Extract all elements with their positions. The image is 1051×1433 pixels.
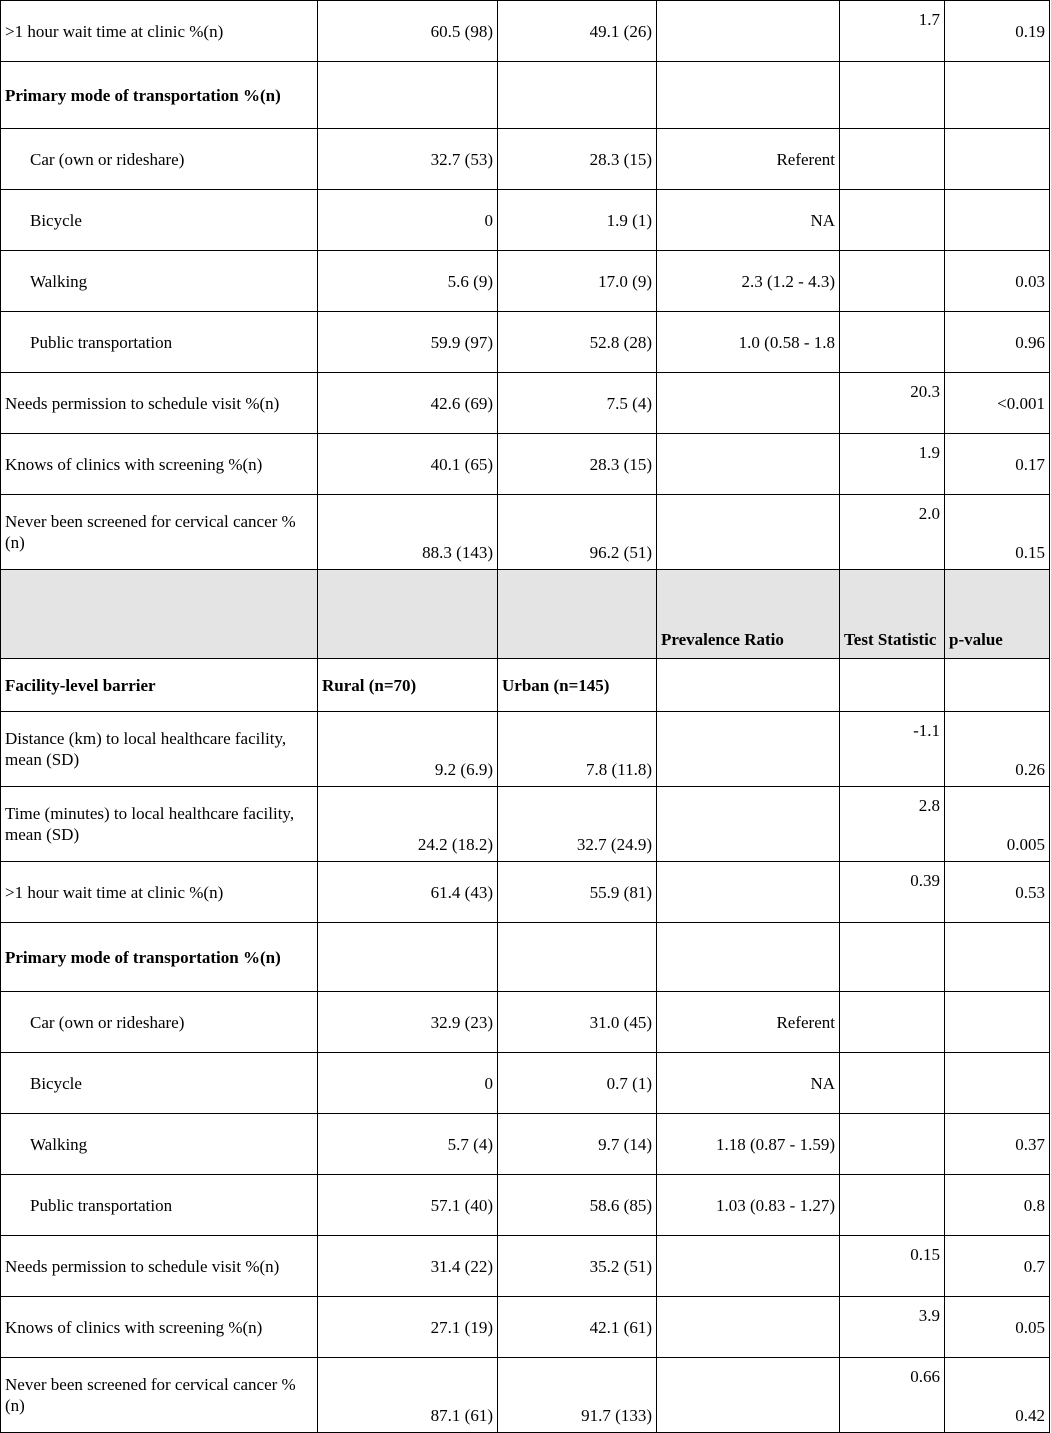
urban-value: 49.1 (26) <box>498 1 657 62</box>
test-statistic-value <box>840 659 945 712</box>
rural-value: 31.4 (22) <box>318 1236 498 1297</box>
row-label: Knows of clinics with screening %(n) <box>1 1297 318 1358</box>
p-value: 0.26 <box>945 712 1050 787</box>
test-statistic-value: 0.15 <box>840 1236 945 1297</box>
row-label: Bicycle <box>1 190 318 251</box>
table-row <box>1 1114 1050 1175</box>
p-value <box>945 1053 1050 1114</box>
prevalence-ratio-value: Referent <box>657 129 840 190</box>
prevalence-ratio-value <box>657 1297 840 1358</box>
urban-value: 32.7 (24.9) <box>498 787 657 862</box>
rural-value: 32.7 (53) <box>318 129 498 190</box>
p-value <box>945 923 1050 992</box>
urban-value: 55.9 (81) <box>498 862 657 923</box>
table-row <box>1 434 1050 495</box>
table-row <box>1 1053 1050 1114</box>
rural-value: 9.2 (6.9) <box>318 712 498 787</box>
urban-value: 42.1 (61) <box>498 1297 657 1358</box>
row-label: Needs permission to schedule visit %(n) <box>1 373 318 434</box>
prevalence-ratio-value <box>657 862 840 923</box>
urban-value: 7.5 (4) <box>498 373 657 434</box>
column-header-row <box>1 570 1050 659</box>
p-value: 0.96 <box>945 312 1050 373</box>
prevalence-ratio-value <box>657 62 840 129</box>
rural-value <box>318 923 498 992</box>
test-statistic-value <box>840 1175 945 1236</box>
section-title-row <box>1 659 1050 712</box>
prevalence-ratio-value <box>657 787 840 862</box>
rural-value: 32.9 (23) <box>318 992 498 1053</box>
urban-value: 52.8 (28) <box>498 312 657 373</box>
table-row <box>1 1175 1050 1236</box>
p-value: 0.7 <box>945 1236 1050 1297</box>
p-value: 0.05 <box>945 1297 1050 1358</box>
prevalence-ratio-value: Referent <box>657 992 840 1053</box>
prevalence-ratio-value <box>657 373 840 434</box>
table-row <box>1 129 1050 190</box>
test-statistic-value: 2.0 <box>840 495 945 570</box>
row-label: Car (own or rideshare) <box>1 129 318 190</box>
test-statistic-value <box>840 190 945 251</box>
rural-value: 0 <box>318 190 498 251</box>
row-label: Primary mode of transportation %(n) <box>1 62 318 129</box>
prevalence-ratio-value <box>657 495 840 570</box>
rural-value: 88.3 (143) <box>318 495 498 570</box>
urban-value: 28.3 (15) <box>498 434 657 495</box>
table-row <box>1 923 1050 992</box>
test-statistic-value <box>840 129 945 190</box>
row-label: Never been screened for cervical cancer %(n) <box>1 1358 318 1433</box>
table-row <box>1 312 1050 373</box>
prevalence-ratio-value <box>657 1236 840 1297</box>
test-statistic-value: 20.3 <box>840 373 945 434</box>
row-label: Public transportation <box>1 1175 318 1236</box>
test-statistic-value <box>840 992 945 1053</box>
urban-value: 17.0 (9) <box>498 251 657 312</box>
header-empty-urban <box>498 570 657 659</box>
p-value: 0.03 <box>945 251 1050 312</box>
urban-value: 96.2 (51) <box>498 495 657 570</box>
table-row <box>1 190 1050 251</box>
test-statistic-value: 0.66 <box>840 1358 945 1433</box>
urban-value: 7.8 (11.8) <box>498 712 657 787</box>
header-empty-label <box>1 570 318 659</box>
table-row <box>1 1358 1050 1433</box>
prevalence-ratio-value: 1.03 (0.83 - 1.27) <box>657 1175 840 1236</box>
prevalence-ratio-value <box>657 712 840 787</box>
urban-value <box>498 923 657 992</box>
test-statistic-value: 2.8 <box>840 787 945 862</box>
table-row <box>1 862 1050 923</box>
row-label: Needs permission to schedule visit %(n) <box>1 1236 318 1297</box>
test-statistic-value <box>840 251 945 312</box>
rural-value: 27.1 (19) <box>318 1297 498 1358</box>
p-value: 0.15 <box>945 495 1050 570</box>
p-value <box>945 62 1050 129</box>
header-test-statistic: Test Statistic <box>840 570 945 659</box>
row-label: Distance (km) to local healthcare facility, mean (SD) <box>1 712 318 787</box>
test-statistic-value: -1.1 <box>840 712 945 787</box>
test-statistic-value: 1.9 <box>840 434 945 495</box>
urban-value <box>498 62 657 129</box>
rural-value: 59.9 (97) <box>318 312 498 373</box>
p-value: 0.8 <box>945 1175 1050 1236</box>
p-value: 0.42 <box>945 1358 1050 1433</box>
header-prevalence-ratio: Prevalence Ratio <box>657 570 840 659</box>
table-row <box>1 787 1050 862</box>
prevalence-ratio-value <box>657 659 840 712</box>
row-label: Time (minutes) to local healthcare facility, mean (SD) <box>1 787 318 862</box>
prevalence-ratio-value: NA <box>657 1053 840 1114</box>
test-statistic-value <box>840 1114 945 1175</box>
p-value <box>945 190 1050 251</box>
p-value: 0.19 <box>945 1 1050 62</box>
p-value: 0.005 <box>945 787 1050 862</box>
table-row <box>1 1236 1050 1297</box>
prevalence-ratio-value <box>657 923 840 992</box>
rural-value: 42.6 (69) <box>318 373 498 434</box>
prevalence-ratio-value: NA <box>657 190 840 251</box>
prevalence-ratio-value <box>657 1 840 62</box>
p-value <box>945 129 1050 190</box>
p-value: <0.001 <box>945 373 1050 434</box>
rural-header: Rural (n=70) <box>318 659 498 712</box>
urban-value: 58.6 (85) <box>498 1175 657 1236</box>
rural-value: 40.1 (65) <box>318 434 498 495</box>
prevalence-ratio-value: 1.18 (0.87 - 1.59) <box>657 1114 840 1175</box>
section-title: Facility-level barrier <box>1 659 318 712</box>
row-label: Primary mode of transportation %(n) <box>1 923 318 992</box>
table-row <box>1 62 1050 129</box>
rural-value: 5.7 (4) <box>318 1114 498 1175</box>
row-label: >1 hour wait time at clinic %(n) <box>1 1 318 62</box>
table-row <box>1 373 1050 434</box>
urban-value: 35.2 (51) <box>498 1236 657 1297</box>
row-label: Bicycle <box>1 1053 318 1114</box>
prevalence-ratio-value: 2.3 (1.2 - 4.3) <box>657 251 840 312</box>
rural-value <box>318 62 498 129</box>
prevalence-ratio-value <box>657 1358 840 1433</box>
row-label: Walking <box>1 251 318 312</box>
table-row <box>1 1297 1050 1358</box>
table-row <box>1 1 1050 62</box>
rural-value: 61.4 (43) <box>318 862 498 923</box>
rural-value: 57.1 (40) <box>318 1175 498 1236</box>
row-label: Never been screened for cervical cancer %(n) <box>1 495 318 570</box>
prevalence-ratio-value <box>657 434 840 495</box>
p-value <box>945 659 1050 712</box>
urban-value: 9.7 (14) <box>498 1114 657 1175</box>
prevalence-ratio-value: 1.0 (0.58 - 1.8 <box>657 312 840 373</box>
test-statistic-value <box>840 1053 945 1114</box>
rural-value: 60.5 (98) <box>318 1 498 62</box>
urban-value: 91.7 (133) <box>498 1358 657 1433</box>
header-p-value: p-value <box>945 570 1050 659</box>
test-statistic-value: 0.39 <box>840 862 945 923</box>
row-label: Walking <box>1 1114 318 1175</box>
urban-value: 28.3 (15) <box>498 129 657 190</box>
urban-value: 1.9 (1) <box>498 190 657 251</box>
rural-value: 5.6 (9) <box>318 251 498 312</box>
p-value: 0.53 <box>945 862 1050 923</box>
rural-value: 87.1 (61) <box>318 1358 498 1433</box>
test-statistic-value <box>840 312 945 373</box>
test-statistic-value: 1.7 <box>840 1 945 62</box>
table-row <box>1 992 1050 1053</box>
urban-value: 0.7 (1) <box>498 1053 657 1114</box>
test-statistic-value: 3.9 <box>840 1297 945 1358</box>
header-empty-rural <box>318 570 498 659</box>
row-label: Car (own or rideshare) <box>1 992 318 1053</box>
row-label: Knows of clinics with screening %(n) <box>1 434 318 495</box>
table-row <box>1 251 1050 312</box>
p-value: 0.37 <box>945 1114 1050 1175</box>
p-value <box>945 992 1050 1053</box>
table-row <box>1 495 1050 570</box>
test-statistic-value <box>840 62 945 129</box>
urban-header: Urban (n=145) <box>498 659 657 712</box>
test-statistic-value <box>840 923 945 992</box>
table-row <box>1 712 1050 787</box>
p-value: 0.17 <box>945 434 1050 495</box>
rural-value: 0 <box>318 1053 498 1114</box>
urban-value: 31.0 (45) <box>498 992 657 1053</box>
row-label: >1 hour wait time at clinic %(n) <box>1 862 318 923</box>
row-label: Public transportation <box>1 312 318 373</box>
rural-value: 24.2 (18.2) <box>318 787 498 862</box>
